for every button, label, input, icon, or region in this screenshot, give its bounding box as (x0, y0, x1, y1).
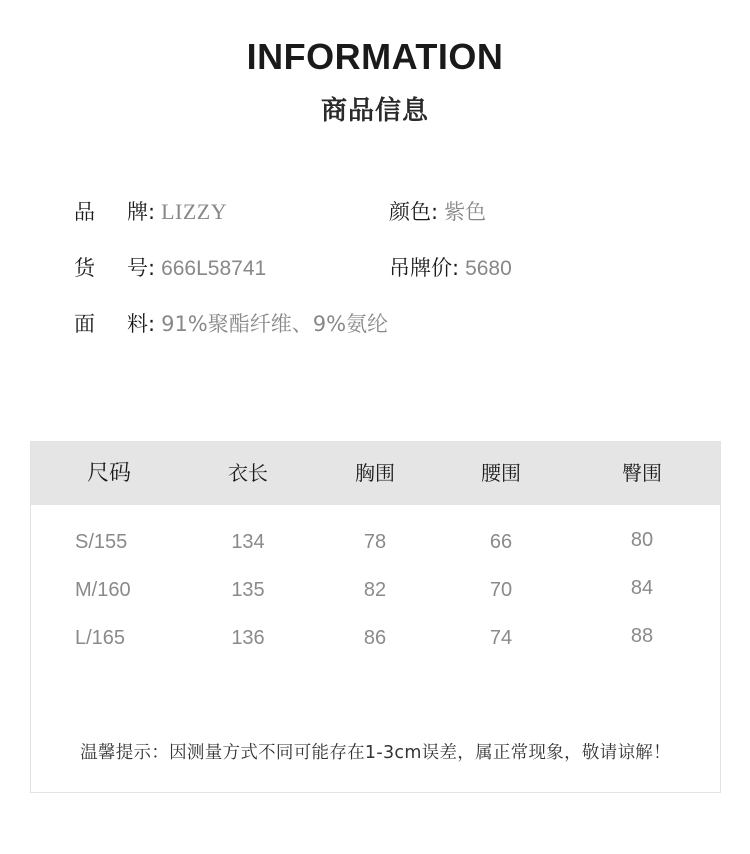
table-cell-bust: 86 (363, 627, 387, 649)
header-waist: 腰围 (481, 461, 521, 485)
header-hip: 臀围 (622, 461, 662, 485)
price-label: 吊牌价 (389, 256, 452, 280)
fabric-value: 91%聚酯纤维、9%氨纶 (161, 312, 389, 336)
fabric-row: 面 料 : 91%聚酯纤维、9%氨纶 (74, 312, 389, 336)
measurement-notice: 温馨提示：因测量方式不同可能存在1-3cm误差，属正常现象，敬请谅解！ (80, 743, 671, 763)
sku-label: 货 号 (74, 256, 148, 280)
table-cell-bust: 82 (363, 579, 387, 601)
table-cell-length: 136 (231, 627, 265, 649)
brand-row: 品 牌 : LIZZY (74, 199, 228, 224)
table-cell-bust: 78 (363, 531, 387, 553)
size-table-header (31, 442, 720, 505)
fabric-label: 面 料 (74, 312, 148, 336)
sku-value: 666L58741 (161, 257, 267, 280)
brand-label: 品 牌 (74, 200, 148, 224)
table-cell-size: M/160 (75, 579, 131, 601)
price-row: 吊牌价: 5680 (389, 256, 512, 280)
header-bust: 胸围 (355, 461, 395, 485)
color-label: 颜色 (389, 200, 431, 224)
table-cell-length: 134 (231, 531, 265, 553)
price-value: 5680 (465, 257, 512, 280)
page-title-zh: 商品信息 (320, 96, 429, 126)
table-cell-waist: 70 (489, 579, 513, 601)
table-cell-length: 135 (231, 579, 265, 601)
table-cell-waist: 66 (489, 531, 513, 553)
table-cell-hip: 84 (630, 577, 654, 599)
size-table (30, 441, 721, 793)
sku-row: 货 号 : 666L58741 (74, 256, 267, 280)
table-cell-waist: 74 (489, 627, 513, 649)
color-value: 紫色 (444, 200, 487, 224)
header-length: 衣长 (228, 461, 268, 485)
table-cell-size: S/155 (75, 531, 128, 553)
table-cell-size: L/165 (75, 627, 126, 649)
color-row: 颜色: 紫色 (389, 200, 487, 224)
brand-value: LIZZY (161, 199, 228, 224)
table-cell-hip: 88 (630, 625, 654, 647)
page-title-en: INFORMATION (246, 36, 504, 77)
header-size: 尺码 (86, 461, 132, 486)
table-cell-hip: 80 (630, 529, 654, 551)
